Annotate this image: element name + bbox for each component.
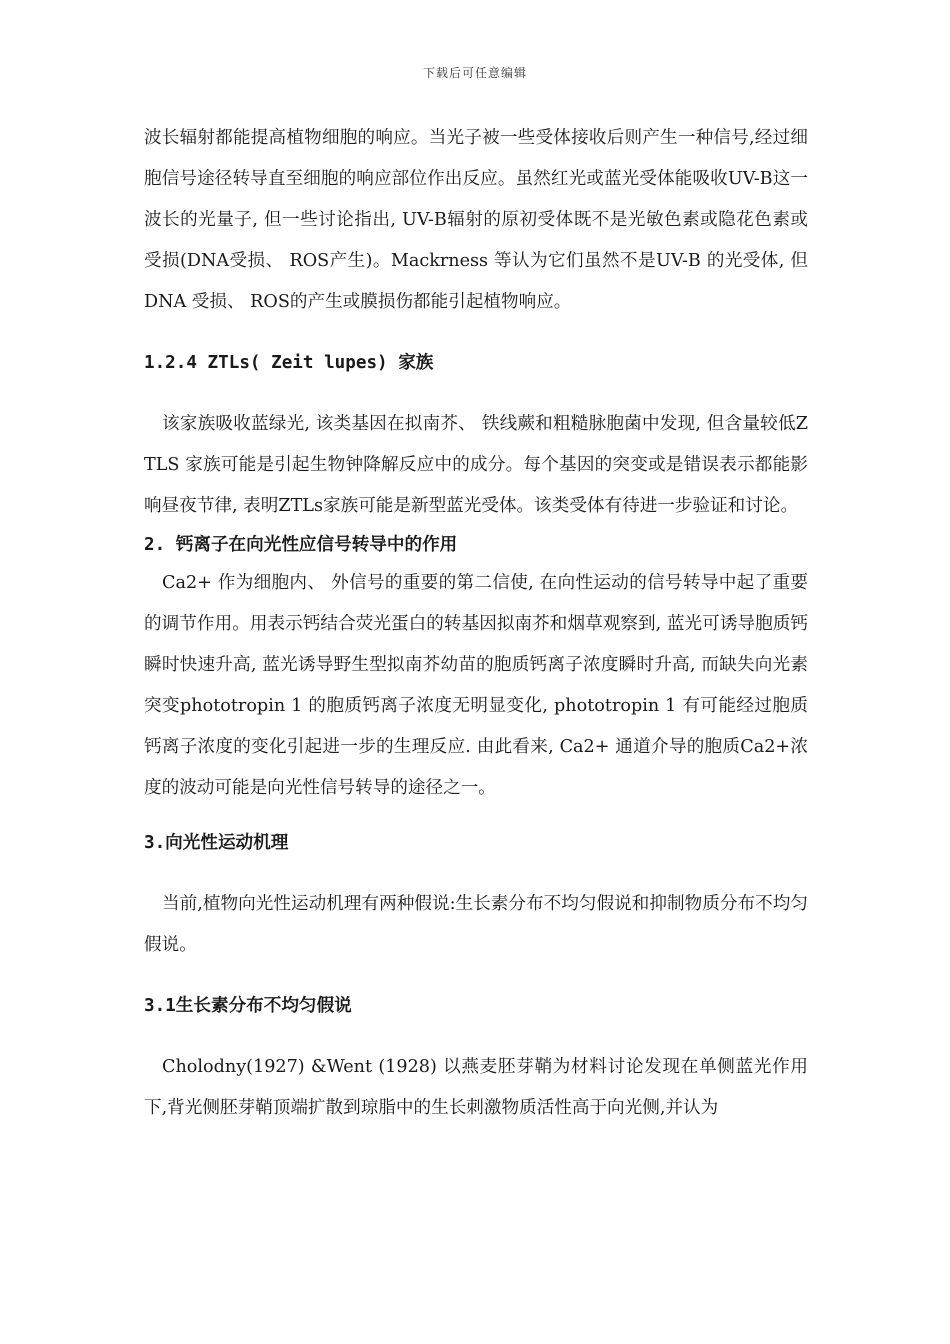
heading-calcium: 2. 钙离子在向光性应信号转导中的作用 — [144, 535, 458, 555]
page-header: 下载后可任意编辑 — [422, 66, 527, 80]
paragraph-uvb-receptors: 波长辐射都能提高植物细胞的响应。当光子被一些受体接收后则产生一种信号,经过细胞信号途径转导直至细胞的响应部位作出反应。虽然红光或蓝光受体能吸收UV-B这一波长的光量子, 但一些讨论指出, UV-B辐射的原初受体既不是光敏色素或隐花色素或受损(DNA受损、 ROS产生)。Mackrness 等认为它们虽然不是UV-B 的光受体, 但DNA 受损、 ROS的产生或膜损伤都能引起植物响应。 — [144, 128, 808, 312]
document-body — [144, 118, 808, 1129]
heading-auxin: 3.1生长素分布不均匀假说 — [144, 996, 352, 1016]
paragraph-auxin: Cholodny(1927) &Went (1928) 以燕麦胚芽鞘为材料讨论发现在单侧蓝光作用下,背光侧胚芽鞘顶端扩散到琼脂中的生长刺激物质活性高于向光侧,并认为 — [144, 1057, 808, 1118]
paragraph-calcium: Ca2+ 作为细胞内、 外信号的重要的第二信使, 在向性运动的信号转导中起了重要的调节作用。用表示钙结合荧光蛋白的转基因拟南芥和烟草观察到, 蓝光可诱导胞质钙瞬时快速升高, 蓝光诱导野生型拟南芥幼苗的胞质钙离子浓度瞬时升高, 而缺失向光素突变phototropin 1 的胞质钙离子浓度无明显变化, phototropin 1 有可能经过胞质钙离子浓度的变化引起进一步的生理反应. 由此看来, Ca2+ 通道介导的胞质Ca2+浓度的波动可能是向光性信号转导的途径之一。 — [144, 573, 808, 798]
heading-mechanism: 3.向光性运动机理 — [144, 833, 289, 853]
paragraph-mechanism: 当前,植物向光性运动机理有两种假说:生长素分布不均匀假说和抑制物质分布不均匀假说。 — [144, 894, 808, 955]
paragraph-ztls: 该家族吸收蓝绿光, 该类基因在拟南芥、 铁线蕨和粗糙脉胞菌中发现, 但含量较低ZTLS 家族可能是引起生物钟降解反应中的成分。每个基因的突变或是错误表示都能影响昼夜节律, 表明ZTLs家族可能是新型蓝光受体。该类受体有待进一步验证和讨论。 — [144, 414, 808, 516]
heading-ztls: 1.2.4 ZTLs( Zeit lupes) 家族 — [144, 353, 434, 373]
